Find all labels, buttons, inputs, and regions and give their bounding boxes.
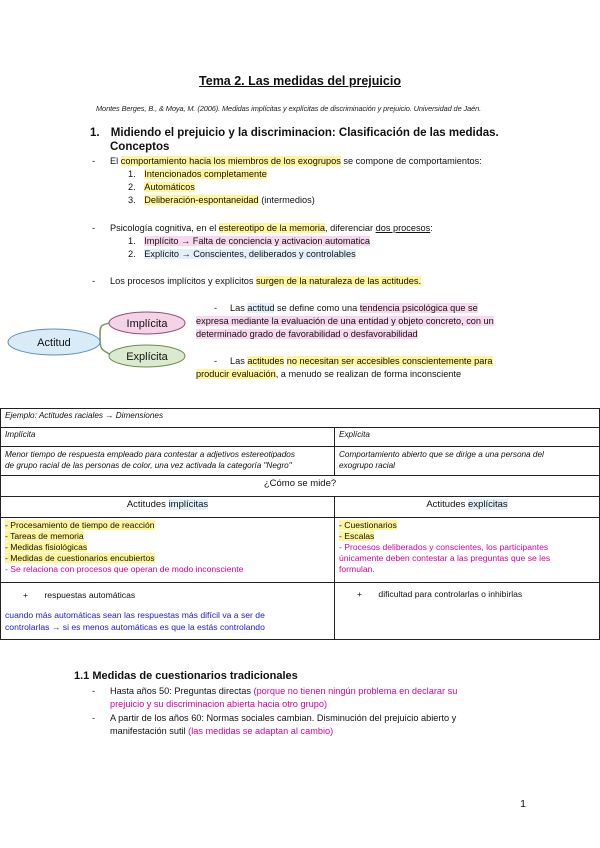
item-rest: → Conscientes, deliberados y controlables: [178, 249, 356, 259]
impl-note: - Se relaciona con procesos que operan de modo inconsciente: [5, 564, 244, 574]
block1-pre: El: [110, 156, 121, 166]
s11-b2-line1: A partir de los años 60: Normas sociales cambian. Disminución del prejuicio abierto y: [110, 713, 457, 723]
bullet-dash: -: [92, 156, 96, 166]
plus-sign: +: [23, 590, 29, 600]
block2-pre: Psicología cognitiva, en el: [110, 223, 219, 233]
block2-highlight: estereotipo de la memoria: [218, 223, 326, 233]
def2-pre: Las: [230, 356, 248, 366]
impl-method-item: - Procesamiento de tiempo de reacción: [5, 520, 155, 530]
col1-desc-l1: Menor tiempo de respuesta empleado para contestar a adjetivos estereotipados: [5, 450, 295, 459]
impl-blue-l2: controlarlas → si es menos automáticas es que la estás controlando: [5, 622, 265, 632]
block2-mid: , diferenciar: [325, 223, 376, 233]
impl-plus-text: respuestas automáticas: [44, 590, 136, 600]
attitudes-table: [0, 408, 600, 640]
def2-highlight-phrase: no necesitan ser accesibles conscientemente para: [286, 356, 493, 366]
attitude-def-line2: [196, 315, 494, 328]
item-text: Deliberación-espontaneidad: [144, 195, 259, 205]
item-term-highlight: [144, 236, 370, 246]
table-impl-label: [1, 497, 335, 518]
block2-underline: dos procesos: [375, 223, 431, 233]
page-number: 1: [520, 798, 526, 810]
def-mid: se define como una: [274, 303, 360, 313]
def-highlight-phrase: tendencia psicológica que se: [359, 303, 478, 313]
s11-b1-line1: [110, 685, 457, 698]
expl-method-item: - Escalas: [339, 531, 375, 541]
s11-b2-pre: manifestación sutil: [110, 726, 189, 736]
col2-desc-l2: exogrupo racial: [339, 461, 395, 470]
expl-label-highlight: explícitas: [468, 499, 508, 510]
expl-plus-text: dificultad para controlarlas o inhibirlas: [378, 589, 523, 599]
section-heading-line2: Conceptos: [110, 141, 170, 153]
item-number: 2.: [128, 182, 136, 192]
section-1-heading: [90, 126, 540, 154]
expl-note-l1: - Procesos deliberados y conscientes, los participantes: [339, 542, 549, 552]
def-line3: determinado grado de favorabilidad o desfavorabilidad: [196, 329, 418, 339]
block1-text: [110, 155, 482, 168]
section-1-1-heading: 1.1 Medidas de cuestionarios tradicionales: [74, 670, 298, 682]
item-number: 3.: [128, 195, 136, 205]
def2-highlight-term: actitudes: [247, 356, 285, 366]
impl-method-item: - Tareas de memoria: [5, 531, 84, 541]
block2-item-2: [128, 248, 356, 261]
attitude-diagram: [0, 298, 205, 376]
attitude-def2-line2: [196, 368, 461, 381]
block1-highlight: comportamiento hacia los miembros de los exogrupos: [120, 156, 341, 166]
impl-label-pre: Actitudes: [126, 499, 169, 510]
def-pre: Las: [230, 303, 248, 313]
table-example-row: Ejemplo: Actitudes raciales → Dimensiones: [1, 409, 600, 428]
s11-b2-magenta: (las medidas se adaptan al cambio): [188, 726, 334, 736]
table-impl-methods: [1, 518, 335, 583]
col1-desc-l2: de grupo racial de las personas de color, una vez activada la categoría "Negro": [5, 461, 292, 470]
section-number: 1.: [90, 127, 100, 139]
bullet-dash: -: [214, 303, 218, 313]
bullet-dash: -: [92, 223, 96, 233]
impl-label-highlight: implícitas: [168, 499, 209, 510]
attitude-def-line1: [230, 302, 478, 315]
item-extra: (intermedios): [258, 195, 315, 205]
block3-text: [110, 275, 421, 288]
table-impl-plus: [1, 583, 335, 640]
block2-post: :: [430, 223, 433, 233]
s11-b1-line2: [110, 698, 327, 711]
table-col1-head: Implícita: [1, 428, 335, 447]
branch-line-bottom: [100, 336, 112, 355]
table-col2-head: Explícita: [335, 428, 600, 447]
block3-pre: Los procesos implícitos y explícitos: [110, 276, 257, 286]
implicit-label: Implícita: [126, 318, 168, 330]
impl-method-item: - Medidas de cuestionarios encubiertos: [5, 553, 155, 563]
impl-method-item: - Medidas fisiológicas: [5, 542, 88, 552]
expl-label-pre: Actitudes: [426, 499, 469, 510]
block1-item-3: [128, 194, 315, 207]
explicit-label: Explícita: [126, 351, 168, 363]
item-text: Automáticos: [144, 182, 195, 192]
table-col1-desc: [1, 447, 335, 476]
item-text: Intencionados completamente: [144, 169, 267, 179]
citation: Montes Berges, B., & Moya, M. (2006). Medidas implícitas y explícitas de discriminación y prejuicio. Universidad de Jaén.: [96, 104, 482, 113]
def-line2: expresa mediante la evaluación de una entidad y objeto concreto, con un: [196, 316, 494, 326]
impl-blue-l1: cuando más automáticas sean las respuestas más difícil va a ser de: [5, 610, 265, 620]
expl-method-item: - Cuestionarios: [339, 520, 397, 530]
bullet-dash: -: [92, 686, 96, 696]
s11-b1-magenta: (porque no tienen ningún problema en declarar su: [253, 686, 458, 696]
block3-highlight: surgen de la naturaleza de las actitudes.: [256, 276, 422, 286]
section-heading-line1: Midiendo el prejuicio y la discriminacion: Clasificación de las medidas.: [110, 127, 499, 139]
expl-note-l3: formulan.: [339, 564, 375, 574]
item-number: 1.: [128, 169, 136, 179]
block2-text: [110, 222, 433, 235]
def-highlight-term: actitud: [247, 303, 275, 313]
def2-line2-rest: , a menudo se realizan de forma inconsciente: [275, 369, 462, 379]
block2-item-1: [128, 235, 370, 248]
expl-note-l2: únicamente deben contestar a las preguntas que se les: [339, 553, 551, 563]
s11-b2-line2: [110, 725, 333, 738]
page-title: Tema 2. Las medidas del prejuicio: [199, 74, 401, 88]
root-label: Actitud: [37, 337, 71, 349]
item-number: 2.: [128, 249, 136, 259]
item-rest: → Falta de conciencia y activacion automatica: [178, 236, 370, 246]
table-expl-label: [335, 497, 600, 518]
table-how-row: ¿Cómo se mide?: [1, 476, 600, 497]
table-col2-desc: [335, 447, 600, 476]
bullet-dash: -: [92, 713, 96, 723]
item-term: Implícito: [144, 236, 179, 246]
impl-plus-line: [23, 589, 330, 601]
block1-item-2: [128, 181, 195, 194]
attitude-def-line3: [196, 328, 418, 341]
table-expl-methods: [335, 518, 600, 583]
col2-desc-l1: Comportamiento abierto que se dirige a una persona del: [339, 450, 544, 459]
plus-sign: +: [357, 589, 363, 599]
block1-post: se compone de comportamientos:: [340, 156, 482, 166]
bullet-dash: -: [92, 276, 96, 286]
bullet-dash: -: [214, 356, 218, 366]
item-number: 1.: [128, 236, 136, 246]
s11-b1-magenta-l2: prejuicio y su discriminacion abierta hacia otro grupo): [110, 699, 328, 709]
def2-line2-highlight: producir evaluación: [196, 369, 276, 379]
block1-item-1: [128, 168, 267, 181]
expl-plus-line: [357, 589, 595, 599]
s11-b1-pre: Hasta años 50: Preguntas directas: [110, 686, 254, 696]
item-term-highlight: [144, 249, 355, 259]
table-expl-plus: [335, 583, 600, 640]
attitude-def2-line1: [230, 355, 493, 368]
item-term: Explícito: [144, 249, 179, 259]
